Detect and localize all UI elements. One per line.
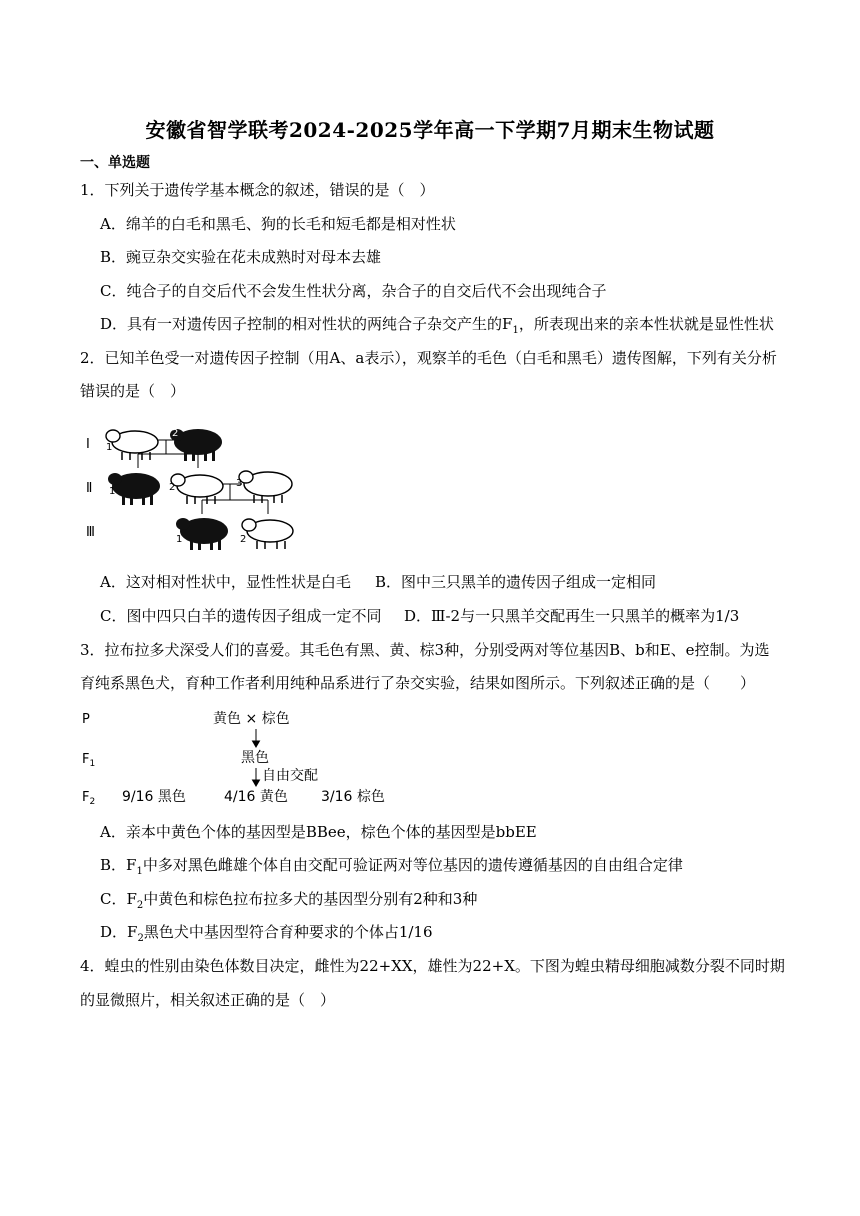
pedigree-number: 2 — [169, 482, 176, 493]
white-sheep-icon — [171, 474, 223, 504]
pedigree-number: 1 — [106, 442, 113, 453]
pedigree-number: 2 — [172, 428, 179, 439]
question-2-option-b: B．图中三只黑羊的遗传因子组成一定相同 — [375, 573, 657, 591]
question-2-stem-line-2: 错误的是（ ） — [80, 382, 186, 400]
question-3-option-c: C．$F_2$中黄色和棕色拉布拉多犬的基因型分别有2种和3种 — [100, 890, 478, 911]
question-2-option-a: A．这对相对性状中，显性性状是白毛 — [100, 573, 351, 591]
white-sheep-icon — [239, 471, 292, 503]
pedigree-number: 2 — [240, 534, 247, 545]
question-4-stem-line-2: 的显微照片，相关叙述正确的是（ ） — [80, 991, 336, 1009]
white-sheep-icon — [242, 519, 293, 549]
question-2-option-d: D．Ⅲ-2与一只黑羊交配再生一只黑羊的概率为1/3 — [404, 607, 740, 625]
f1-phenotype: 黑色 — [241, 750, 269, 766]
parental-cross-text: 黄色 × 棕色 — [213, 711, 290, 727]
arrow-down-icon — [253, 729, 260, 747]
question-3-stem-line-2: 育纯系黑色犬，育种工作者利用纯种品系进行了杂交实验，结果如图所示。下列叙述正确的是（ ） — [80, 674, 756, 692]
pedigree-number: 3 — [236, 478, 243, 489]
generation-f2-label: $F_2$ — [82, 790, 96, 805]
black-sheep-icon — [176, 518, 228, 550]
question-3-option-d: D．$F_2$黑色犬中基因型符合育种要求的个体占1/16 — [100, 923, 433, 944]
generation-label-1: Ⅰ — [86, 437, 90, 452]
f2-yellow-ratio: 4/16 黄色 — [224, 789, 288, 805]
question-2-stem-line-1: 2．已知羊色受一对遗传因子控制（用A、a表示），观察羊的毛色（白毛和黑毛）遗传图解，下列有关分析 — [80, 349, 777, 367]
question-1-option-c: C．纯合子的自交后代不会发生性状分离，杂合子的自交后代不会出现纯合子 — [100, 282, 607, 300]
question-1-option-a: A．绵羊的白毛和黑毛、狗的长毛和短毛都是相对性状 — [100, 215, 456, 233]
pedigree-number: 1 — [176, 534, 183, 545]
white-sheep-icon — [106, 430, 158, 460]
section-heading: 一、单选题 — [80, 155, 150, 171]
generation-f1-label: $F_1$ — [82, 752, 96, 769]
generation-p-label: P — [82, 712, 90, 727]
question-1-option-d: D．具有一对遗传因子控制的相对性状的两纯合子杂交产生的$F_1$，所表现出来的亲本性状就是显性性状 — [100, 315, 774, 336]
sheep-pedigree-figure — [80, 418, 310, 556]
page-title: 安徽省智学联考2024-2025学年高一下学期7月期末生物试题 — [145, 118, 715, 142]
mating-label: 自由交配 — [262, 768, 318, 784]
question-2-option-c: C．图中四只白羊的遗传因子组成一定不同 — [100, 607, 382, 625]
question-3-option-a: A．亲本中黄色个体的基因型是BBee，棕色个体的基因型是bbEE — [100, 823, 537, 841]
black-sheep-icon — [108, 473, 160, 505]
question-3-option-b: B．$F_1$中多对黑色雌雄个体自由交配可验证两对等位基因的遗传遵循基因的自由组合定律 — [100, 856, 683, 877]
dog-cross-diagram — [80, 705, 400, 805]
generation-label-2: Ⅱ — [86, 481, 93, 496]
arrow-down-icon — [253, 768, 260, 786]
pedigree-number: 1 — [109, 486, 116, 497]
question-4-stem-line-1: 4．蝗虫的性别由染色体数目决定，雌性为22+XX，雄性为22+X。下图为蝗虫精母细胞减数分裂不同时期 — [80, 957, 785, 975]
question-3-stem-line-1: 3．拉布拉多犬深受人们的喜爱。其毛色有黑、黄、棕3种，分别受两对等位基因B、b和E、e控制。为选 — [80, 641, 770, 659]
f2-brown-ratio: 3/16 棕色 — [321, 789, 385, 805]
generation-label-3: Ⅲ — [86, 525, 95, 540]
question-1-option-b: B．豌豆杂交实验在花未成熟时对母本去雄 — [100, 248, 382, 266]
question-1-stem: 1．下列关于遗传学基本概念的叙述，错误的是（ ） — [80, 181, 435, 199]
f2-black-ratio: 9/16 黑色 — [122, 789, 186, 805]
